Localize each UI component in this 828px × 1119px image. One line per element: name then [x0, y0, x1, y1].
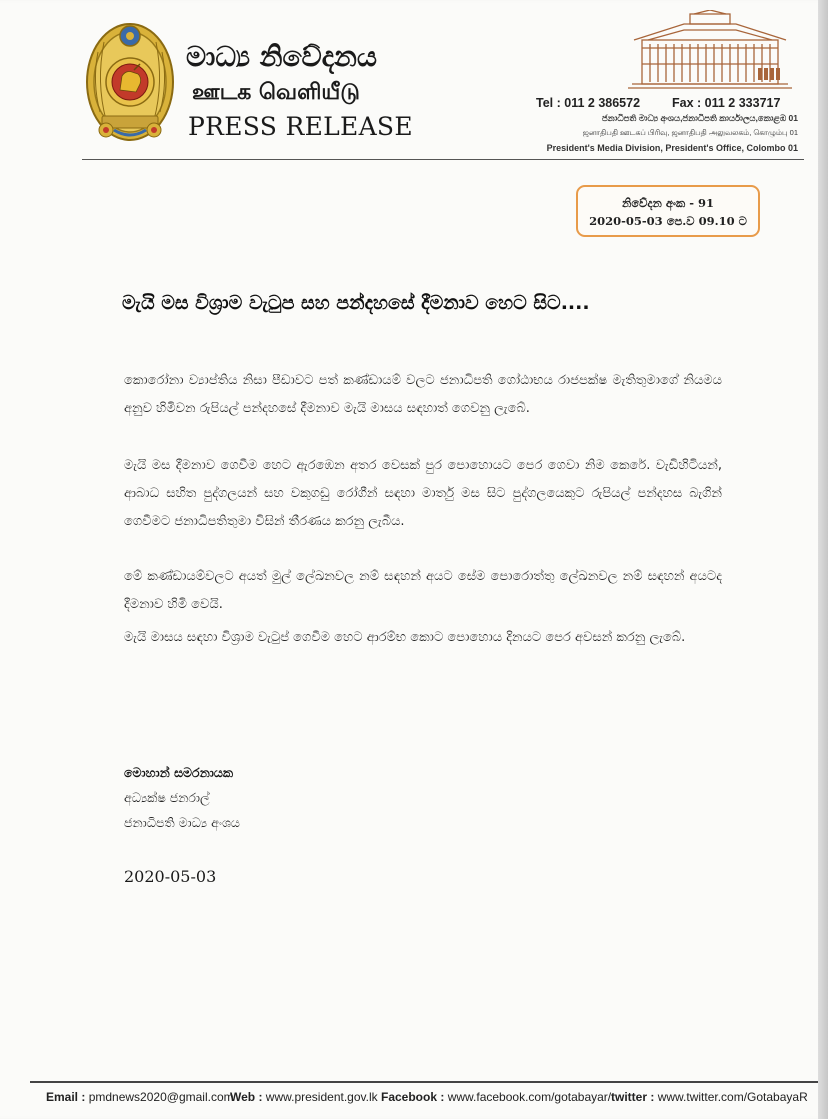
paragraph-4: මැයි මාසය සඳහා විශ්‍රාම වැටුප් ගෙවීම හෙට ආරම්භ කොට පොහොය දිනයට පෙර අවසන් කරනු ලැබේ.: [124, 630, 686, 645]
header-divider: [82, 159, 804, 160]
fax-value: : 011 2 333717: [697, 96, 781, 110]
footer-twitter: [611, 1090, 808, 1104]
address-english: President's Media Division, President's Office, Colombo 01: [546, 143, 798, 153]
email-link[interactable]: pmdnews2020@gmail.com: [88, 1090, 234, 1104]
signatory-department: ජනාධිපති මාධ්‍ය අංශය: [124, 815, 240, 830]
release-datetime: 2020-05-03 පෙ.ව 09.10 ට: [589, 214, 747, 228]
web-label: Web :: [230, 1090, 263, 1104]
footer-email: [46, 1090, 234, 1104]
facebook-link[interactable]: www.facebook.com/gotabayar/: [447, 1090, 612, 1104]
tel-label: Tel: [536, 96, 554, 110]
fax-label: Fax: [672, 96, 694, 110]
title-tamil: ஊடக வெளியீடு: [192, 80, 360, 105]
twitter-label: twitter :: [611, 1090, 655, 1104]
scan-edge: [818, 0, 828, 1119]
title-sinhala: මාධ්‍ය නිවේදනය: [186, 40, 377, 73]
release-date: 2020-05-03: [124, 867, 217, 886]
contact-line: [536, 96, 798, 110]
address-sinhala: ජනාධිපති මාධ්‍ය අංශය,ජනාධිපති කාර්යාලය,කොළඹ 01: [601, 113, 798, 123]
footer-facebook: [381, 1090, 611, 1104]
presidential-secretariat-building-icon: [624, 10, 796, 92]
tel-value: : 011 2 386572: [556, 96, 641, 110]
paragraph-2: මැයි මස දීමනාව ගෙවීම හෙට ඇරඹෙන අතර වෙසක් පුර පොහොයට පෙර ගෙවා නිම කෙරේ. වැඩිහිටියන්, ආබාධ සහිත පුද්ගලයන් සහ වකුගඩු රෝගීන් සඳහා මාර්තු මස සිට පුද්ගලයෙකුට රුපියල් පන්දහස බැගින් ගෙවීමට ජනාධිපතිතුමා විසින් තීරණය කරනු ලැබීය.: [124, 458, 722, 529]
release-number-box: [576, 185, 760, 237]
headline: මැයි මස විශ්‍රාම වැටුප සහ පන්දහසේ දීමනාව හෙට සිට....: [122, 292, 590, 314]
signatory-title: අධ්‍යක්ෂ ජනරාල්: [124, 790, 210, 805]
release-number: නිවේදන අංක - 91: [621, 196, 714, 210]
paragraph-1: කොරෝනා ව්‍යාප්තිය නිසා පීඩාවට පත් කණ්ඩායම් වලට ජනාධිපති ගෝඨාභය රාජපක්ෂ මැතිතුමාගේ නියමය අනුව හිමිවන රුපියල් පන්දහසේ දීමනාව මැයි මාසය සඳහාත් ගෙවනු ලැබේ.: [124, 373, 722, 416]
sri-lanka-emblem-icon: [84, 12, 176, 144]
footer-web: [230, 1090, 378, 1104]
fax-group: [672, 96, 780, 110]
signatory-name: මොහාන් සමරනායක: [124, 765, 233, 780]
twitter-link[interactable]: www.twitter.com/GotabayaR: [657, 1090, 808, 1104]
web-link[interactable]: www.president.gov.lk: [265, 1090, 378, 1104]
paragraph-3: මේ කණ්ඩායම්වලට අයත් මුල් ලේඛනවල නම් සඳහන් අයට සේම පොරොත්තු ලේඛනවල නම් සඳහන් අයටද දීමනාව හිමි වෙයි.: [124, 569, 722, 612]
address-tamil: ஜனாதிபதி ஊடகப் பிரிவு, ஜனாதிபதி அலுவலகம், கொழும்பு 01: [582, 128, 798, 137]
facebook-label: Facebook :: [381, 1090, 445, 1104]
title-english: PRESS RELEASE: [188, 112, 413, 141]
email-label: Email :: [46, 1090, 86, 1104]
footer-divider: [30, 1081, 820, 1083]
